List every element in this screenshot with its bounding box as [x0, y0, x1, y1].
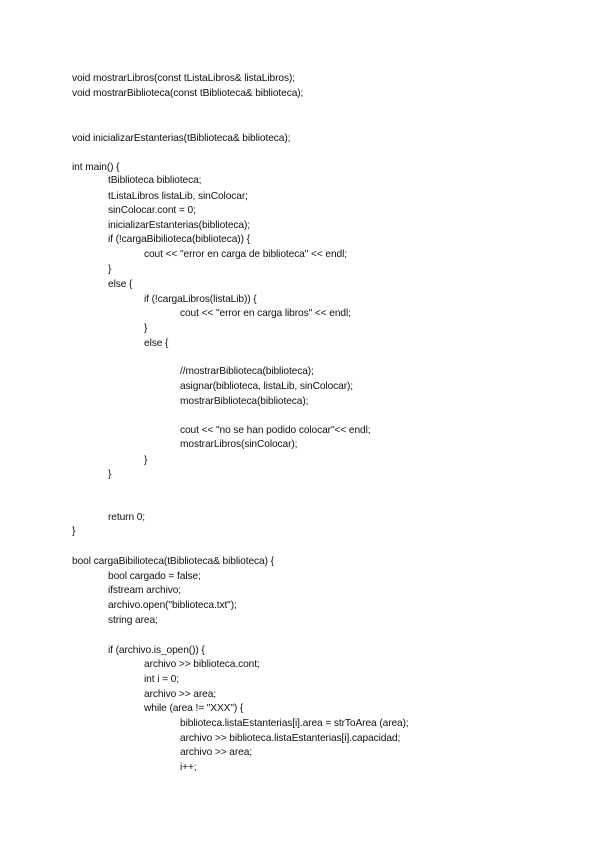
code-line: tBiblioteca biblioteca;	[108, 175, 202, 186]
code-line: mostrarLibros(sinColocar);	[180, 439, 298, 450]
code-line: inicializarEstanterias(biblioteca);	[108, 220, 251, 231]
code-line: }	[108, 469, 112, 480]
code-line: string area;	[108, 615, 158, 626]
code-line: sinColocar.cont = 0;	[108, 205, 196, 216]
code-line: else {	[144, 338, 169, 349]
code-line: if (archivo.is_open()) {	[108, 645, 205, 656]
code-line: }	[144, 323, 148, 334]
code-line: int i = 0;	[144, 674, 179, 685]
code-line: asignar(biblioteca, listaLib, sinColocar);	[180, 381, 354, 392]
code-line: void mostrarLibros(const tListaLibros& listaLibros);	[72, 73, 295, 84]
code-line: archivo >> biblioteca.cont;	[144, 659, 260, 670]
code-line: while (area != "XXX") {	[144, 703, 244, 714]
code-line: archivo >> area;	[144, 689, 217, 700]
code-line: tListaLibros listaLib, sinColocar;	[108, 191, 248, 202]
code-line: }	[108, 264, 112, 275]
code-line: cout << "error en carga libros" << endl;	[180, 308, 351, 319]
code-line: archivo.open("biblioteca.txt");	[108, 600, 237, 611]
code-line: cout << "error en carga de biblioteca" << endl;	[144, 249, 348, 260]
code-line: ifstream archivo;	[108, 585, 182, 596]
code-line: return 0;	[108, 512, 146, 523]
code-line: bool cargaBibilioteca(tBiblioteca& biblioteca) {	[72, 556, 274, 567]
code-line: }	[72, 526, 76, 537]
code-line: if (!cargaBibilioteca(biblioteca)) {	[108, 234, 250, 245]
code-line: archivo >> biblioteca.listaEstanterias[i].capacidad;	[180, 733, 401, 744]
code-line: }	[144, 455, 148, 466]
code-line: bool cargado = false;	[108, 571, 201, 582]
code-line: void mostrarBiblioteca(const tBiblioteca& biblioteca);	[72, 88, 304, 99]
code-line: mostrarBiblioteca(biblioteca);	[180, 396, 309, 407]
code-line: i++;	[180, 762, 197, 773]
code-line: //mostrarBiblioteca(biblioteca);	[180, 366, 314, 377]
code-line: else {	[108, 279, 133, 290]
code-line: cout << "no se han podido colocar"<< endl;	[180, 425, 371, 436]
code-line: biblioteca.listaEstanterias[i].area = strToArea (area);	[180, 718, 409, 729]
code-line: archivo >> area;	[180, 747, 253, 758]
code-line: void inicializarEstanterias(tBiblioteca& biblioteca);	[72, 133, 291, 144]
code-line: if (!cargaLibros(listaLib)) {	[144, 294, 257, 305]
code-line: int main() {	[72, 162, 120, 173]
